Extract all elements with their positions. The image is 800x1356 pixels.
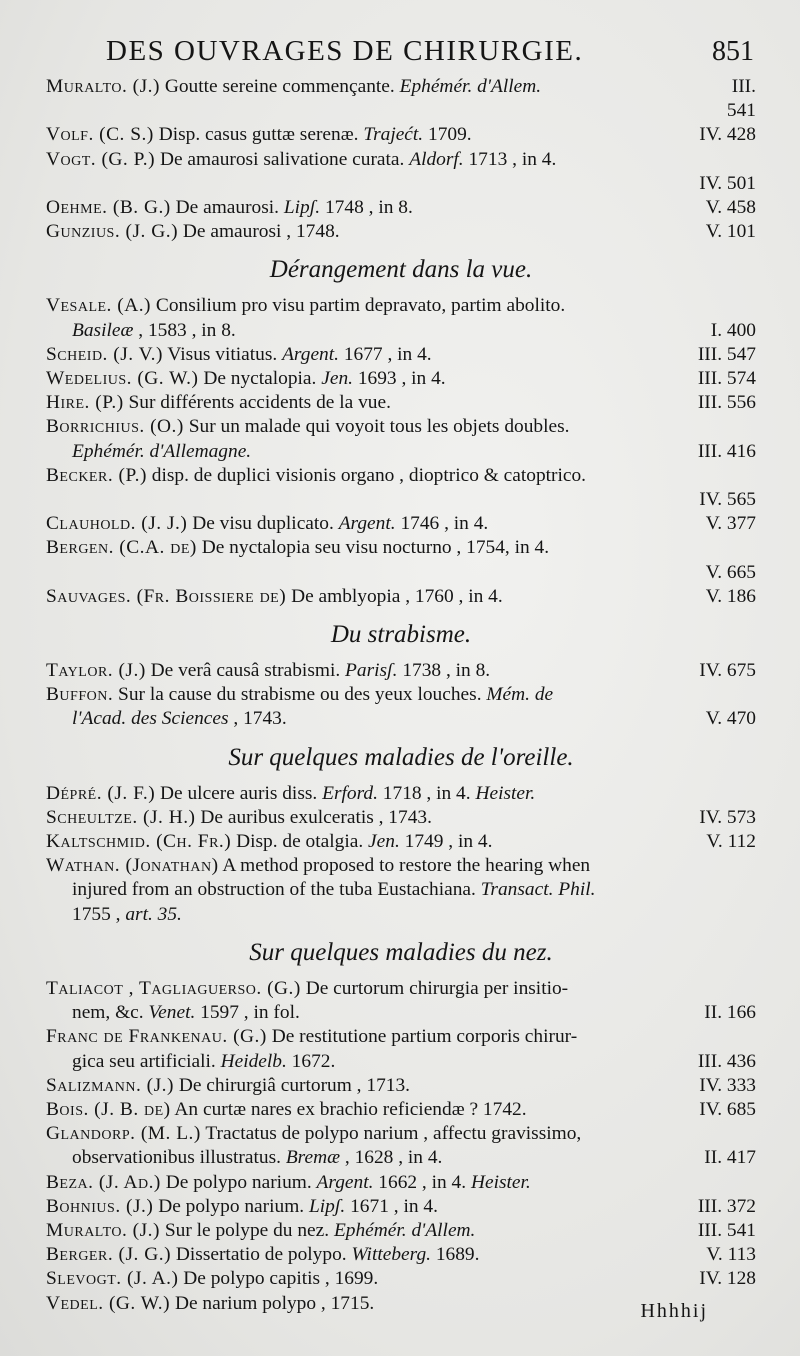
bibliography-entry bbox=[46, 806, 756, 830]
entry-place: art. 35. bbox=[125, 903, 182, 925]
entry-text: , 1628 , in 4. bbox=[340, 1147, 443, 1169]
entry-text: injured from an obstruction of the tuba Eustachiana. bbox=[72, 879, 481, 901]
entry-line bbox=[46, 806, 756, 830]
entry-line bbox=[46, 854, 756, 878]
entry-reference: III. 436 bbox=[697, 1050, 756, 1072]
entry-reference: V. 101 bbox=[705, 221, 756, 243]
entry-text: De narium polypo , 1715. bbox=[174, 1292, 375, 1314]
entry-author: Salizmann. (J.) bbox=[46, 1074, 174, 1096]
entry-text: Disp. casus guttæ serenæ. bbox=[158, 124, 364, 146]
entry-text: 1709. bbox=[423, 124, 472, 146]
entry-line bbox=[46, 903, 756, 927]
entry-place: Ephémér. d'Allemagne. bbox=[72, 440, 252, 462]
bibliography-entry bbox=[46, 536, 756, 584]
entry-source: Heister. bbox=[475, 782, 536, 804]
entry-text: 1748 , in 8. bbox=[320, 197, 413, 219]
section-heading: Du strabisme. bbox=[330, 621, 472, 649]
section-heading: Sur quelques maladies de l'oreille. bbox=[228, 743, 574, 771]
entry-place: Jen. bbox=[368, 831, 400, 853]
bibliography-entry bbox=[46, 1171, 756, 1195]
entry-text: De visu duplicato. bbox=[192, 513, 339, 535]
entry-place: Transact. Phil. bbox=[480, 879, 596, 901]
entry-place: Witteberg. bbox=[351, 1244, 431, 1266]
entry-author: Franc de Frankenau. (G.) bbox=[46, 1026, 267, 1048]
entry-text: De polypo capitis , 1699. bbox=[183, 1268, 379, 1290]
entry-line bbox=[46, 1146, 756, 1170]
bibliography-entry bbox=[46, 464, 756, 512]
entry-line bbox=[46, 1074, 756, 1098]
bibliography-entry bbox=[46, 123, 756, 147]
entry-text: 1738 , in 8. bbox=[397, 660, 491, 682]
bibliography-entry bbox=[46, 343, 756, 367]
entry-author: Muralto. (J.) bbox=[46, 1219, 160, 1241]
entry-place: Argent. bbox=[282, 343, 339, 365]
entry-line bbox=[46, 391, 756, 415]
entry-reference: III. 416 bbox=[697, 440, 756, 462]
section-heading: Dérangement dans la vue. bbox=[269, 256, 533, 284]
entry-author: Gunzius. (J. G.) bbox=[46, 221, 179, 243]
entry-text: 1689. bbox=[431, 1244, 480, 1266]
entry-place: Lipʃ. bbox=[283, 197, 321, 219]
bibliography-entry bbox=[46, 683, 756, 731]
entry-text: 1672. bbox=[286, 1050, 336, 1072]
entry-reference: I. 400 bbox=[710, 319, 756, 341]
entry-text: Disp. de otalgia. bbox=[236, 831, 369, 853]
entry-line bbox=[46, 585, 756, 609]
entry-reference: IV. 573 bbox=[699, 806, 756, 828]
entry-author: Taylor. (J.) bbox=[46, 660, 146, 682]
entry-reference: II. 166 bbox=[704, 1002, 756, 1024]
entry-line bbox=[46, 294, 756, 318]
entry-place: Ephémér. d'Allem. bbox=[399, 76, 542, 97]
entry-line bbox=[46, 1195, 756, 1219]
entry-text: 1677 , in 4. bbox=[338, 343, 432, 365]
entry-line bbox=[46, 1219, 756, 1243]
entry-reference: II. 417 bbox=[704, 1147, 756, 1169]
bibliography-entry bbox=[46, 854, 756, 927]
entry-text: De amblyopia , 1760 , in 4. bbox=[291, 585, 503, 607]
entry-reference: V. 470 bbox=[705, 708, 756, 730]
bibliography-entry bbox=[46, 75, 756, 123]
entry-text: 1749 , in 4. bbox=[399, 831, 493, 853]
bibliography-entry bbox=[46, 294, 756, 342]
entry-line bbox=[46, 464, 756, 488]
entry-text: 1693 , in 4. bbox=[353, 368, 446, 390]
entry-text: 1713 , in 4. bbox=[463, 148, 557, 170]
entry-line bbox=[46, 1001, 756, 1025]
entry-place: l'Acad. des Sciences bbox=[72, 708, 229, 730]
entry-place: Erford. bbox=[322, 782, 378, 804]
bibliography-entry bbox=[46, 830, 756, 854]
entry-reference-line bbox=[46, 488, 756, 512]
entry-place: Ephémér. d'Allem. bbox=[333, 1219, 476, 1241]
entry-author: Bohnius. (J.) bbox=[46, 1195, 154, 1217]
entry-text: , 1743. bbox=[228, 708, 287, 730]
bibliography-entry bbox=[46, 977, 756, 1025]
entry-reference: III. bbox=[731, 76, 756, 97]
entry-text: 1755 , bbox=[72, 903, 126, 925]
entry-author: Bois. (J. B. de) bbox=[46, 1098, 171, 1120]
signature-mark: Hhhhij bbox=[640, 1300, 708, 1322]
entry-text: 1718 , in 4. bbox=[377, 782, 476, 804]
entry-line bbox=[46, 512, 756, 536]
entry-text: An curtæ nares ex brachio reficiendæ ? 1742. bbox=[174, 1098, 527, 1120]
section-heading: Sur quelques maladies du nez. bbox=[249, 938, 553, 966]
entry-line bbox=[46, 123, 756, 147]
entry-text: De chirurgiâ curtorum , 1713. bbox=[178, 1074, 411, 1096]
entry-line bbox=[46, 1122, 756, 1146]
entry-line bbox=[46, 683, 756, 707]
entry-place: Mém. de bbox=[486, 684, 554, 706]
entry-text: De ulcere auris diss. bbox=[160, 782, 323, 804]
entry-author: Wedelius. (G. W.) bbox=[46, 368, 199, 390]
entry-text: Sur la cause du strabisme ou des yeux louches. bbox=[118, 684, 487, 706]
entry-place: Trajećt. bbox=[363, 124, 424, 146]
entry-reference: V. 113 bbox=[706, 1244, 756, 1266]
entry-author: Taliacot , Tagliaguerso. (G.) bbox=[46, 977, 301, 999]
entry-text: De nyctalopia. bbox=[203, 368, 322, 390]
entry-line bbox=[46, 220, 756, 244]
entry-text: De verâ causâ strabismi. bbox=[150, 660, 346, 682]
entry-text: Visus vitiatus. bbox=[167, 343, 283, 365]
entry-text: A method proposed to restore the hearing when bbox=[222, 855, 591, 877]
bibliography-entry bbox=[46, 220, 756, 244]
entry-text: Tractatus de polypo narium , affectu gravissimo, bbox=[205, 1123, 582, 1145]
bibliography-entry bbox=[46, 367, 756, 391]
entry-reference: 541 bbox=[726, 100, 756, 122]
entry-author: Becker. (P.) bbox=[46, 464, 147, 486]
entry-author: Berger. (J. G.) bbox=[46, 1244, 172, 1266]
entry-place: Lipʃ. bbox=[308, 1195, 346, 1217]
entry-text: De polypo narium. bbox=[158, 1195, 309, 1217]
running-head-title: DES OUVRAGES DE CHIRURGIE. bbox=[106, 35, 584, 67]
entry-reference: IV. 428 bbox=[699, 124, 756, 146]
entry-text: De auribus exulceratis , 1743. bbox=[200, 806, 432, 828]
entry-reference: V. 112 bbox=[706, 831, 756, 853]
bibliography-entry bbox=[46, 391, 756, 415]
entry-author: Vogt. (G. P.) bbox=[46, 148, 156, 170]
entry-place: Argent. bbox=[316, 1171, 374, 1193]
entry-text: De restitutione partium corporis chirur- bbox=[271, 1026, 578, 1048]
entry-reference-line bbox=[46, 172, 756, 196]
entry-author: Bergen. (C.A. de) bbox=[46, 537, 197, 559]
bibliography-entry bbox=[46, 1122, 756, 1170]
bibliography-entry bbox=[46, 585, 756, 609]
entry-line bbox=[46, 536, 756, 560]
entry-text: , 1583 , in 8. bbox=[133, 319, 236, 341]
entry-place: Aldorf. bbox=[409, 148, 464, 170]
entry-text: Sur différents accidents de la vue. bbox=[128, 392, 391, 414]
entry-author: Clauhold. (J. J.) bbox=[46, 513, 188, 535]
entry-reference: III. 372 bbox=[697, 1195, 756, 1217]
entry-author: Oehme. (B. G.) bbox=[46, 197, 171, 219]
bibliography-entry bbox=[46, 1267, 756, 1291]
entry-text: gica seu artificiali. bbox=[72, 1050, 221, 1072]
entry-reference: IV. 565 bbox=[699, 489, 756, 511]
entry-reference-line bbox=[46, 99, 756, 123]
entry-author: Sauvages. (Fr. Boissiere de) bbox=[46, 585, 287, 607]
entry-author: Wathan. (Jonathan) bbox=[46, 855, 219, 877]
entry-line bbox=[46, 1171, 756, 1195]
bibliography-entry bbox=[46, 415, 756, 463]
entry-place: Basileæ bbox=[72, 319, 134, 341]
entry-author: Volf. (C. S.) bbox=[46, 124, 154, 146]
entry-line bbox=[46, 830, 756, 854]
entry-reference: IV. 685 bbox=[699, 1098, 756, 1120]
bibliography-entry bbox=[46, 1074, 756, 1098]
entry-reference: V. 458 bbox=[705, 197, 756, 219]
entry-author: Buffon. bbox=[46, 684, 114, 706]
entry-line bbox=[46, 707, 756, 731]
bibliography-list bbox=[46, 75, 756, 1316]
entry-author: Scheultze. (J. H.) bbox=[46, 806, 196, 828]
entry-text: Goutte sereine commençante. bbox=[164, 76, 400, 97]
entry-author: Dépré. (J. F.) bbox=[46, 782, 156, 804]
bibliography-entry bbox=[46, 512, 756, 536]
entry-reference: IV. 333 bbox=[699, 1074, 756, 1096]
entry-place: Venet. bbox=[148, 1002, 196, 1024]
entry-place: Jen. bbox=[321, 368, 353, 390]
entry-author: Borrichius. (O.) bbox=[46, 416, 184, 438]
bibliography-entry bbox=[46, 1195, 756, 1219]
entry-reference: III. 574 bbox=[697, 368, 756, 390]
entry-place: Argent. bbox=[338, 513, 396, 535]
running-head bbox=[106, 34, 756, 69]
entry-text: Consilium pro visu partim depravato, partim abolito. bbox=[155, 295, 566, 317]
entry-line bbox=[46, 367, 756, 391]
entry-reference-line bbox=[46, 561, 756, 585]
entry-place: Parisʃ. bbox=[345, 660, 398, 682]
entry-text: Sur un malade qui voyoit tous les objets doubles. bbox=[188, 416, 570, 438]
bibliography-entry bbox=[46, 1025, 756, 1073]
entry-author: Vesale. (A.) bbox=[46, 295, 152, 317]
entry-line bbox=[46, 343, 756, 367]
bibliography-entry bbox=[46, 196, 756, 220]
entry-author: Muralto. (J.) bbox=[46, 76, 160, 97]
entry-line bbox=[46, 1050, 756, 1074]
entry-line bbox=[46, 440, 756, 464]
entry-text: De curtorum chirurgia per insitio- bbox=[305, 977, 569, 999]
entry-line bbox=[46, 196, 756, 220]
entry-text: 1662 , in 4. bbox=[373, 1171, 471, 1193]
entry-author: Hire. (P.) bbox=[46, 392, 124, 414]
entry-line bbox=[46, 1025, 756, 1049]
entry-text: disp. de duplici visionis organo , dioptrico & catoptrico. bbox=[151, 464, 587, 486]
entry-line bbox=[46, 659, 756, 683]
entry-reference: V. 186 bbox=[705, 585, 756, 607]
entry-reference: IV. 501 bbox=[699, 172, 756, 194]
entry-source: Heister. bbox=[470, 1171, 531, 1193]
entry-text: Dissertatio de polypo. bbox=[175, 1244, 352, 1266]
entry-line bbox=[46, 1243, 756, 1267]
entry-author: Kaltschmid. (Ch. Fr.) bbox=[46, 831, 232, 853]
entry-reference: IV. 675 bbox=[699, 660, 756, 682]
entry-text: De amaurosi. bbox=[175, 197, 284, 219]
page-number: 851 bbox=[712, 36, 754, 67]
entry-line bbox=[46, 1267, 756, 1291]
entry-text: 1597 , in fol. bbox=[195, 1002, 300, 1024]
entry-author: Beza. (J. Ad.) bbox=[46, 1171, 161, 1193]
entry-text: De polypo narium. bbox=[165, 1171, 317, 1193]
bibliography-entry bbox=[46, 1098, 756, 1122]
entry-line bbox=[46, 782, 756, 806]
entry-reference: III. 547 bbox=[697, 343, 756, 365]
entry-line bbox=[46, 977, 756, 1001]
bibliography-entry bbox=[46, 1243, 756, 1267]
entry-reference: V. 377 bbox=[705, 513, 756, 535]
bibliography-entry bbox=[46, 659, 756, 683]
entry-text: Sur le polype du nez. bbox=[164, 1219, 334, 1241]
entry-line bbox=[46, 878, 756, 902]
entry-line bbox=[46, 1098, 756, 1122]
entry-line bbox=[46, 75, 756, 99]
entry-text: observationibus illustratus. bbox=[72, 1147, 286, 1169]
bibliography-entry bbox=[46, 1219, 756, 1243]
entry-author: Vedel. (G. W.) bbox=[46, 1292, 171, 1314]
entry-text: De amaurosi salivatione curata. bbox=[159, 148, 410, 170]
entry-text: 1671 , in 4. bbox=[345, 1195, 438, 1217]
entry-text: De nyctalopia seu visu nocturno , 1754, in 4. bbox=[201, 537, 550, 559]
entry-text: De amaurosi , 1748. bbox=[182, 221, 340, 243]
bibliography-entry bbox=[46, 782, 756, 806]
entry-reference: IV. 128 bbox=[699, 1268, 756, 1290]
entry-line bbox=[46, 148, 756, 172]
entry-author: Scheid. (J. V.) bbox=[46, 343, 163, 365]
entry-place: Bremæ bbox=[285, 1147, 341, 1169]
entry-line bbox=[46, 415, 756, 439]
entry-reference: III. 556 bbox=[697, 392, 756, 414]
entry-text: 1746 , in 4. bbox=[395, 513, 489, 535]
entry-author: Slevogt. (J. A.) bbox=[46, 1268, 179, 1290]
entry-reference: V. 665 bbox=[705, 561, 756, 583]
entry-place: Heidelb. bbox=[220, 1050, 287, 1072]
entry-line bbox=[46, 319, 756, 343]
bibliography-entry bbox=[46, 148, 756, 196]
entry-author: Glandorp. (M. L.) bbox=[46, 1123, 201, 1145]
entry-reference: III. 541 bbox=[697, 1219, 756, 1241]
entry-text: nem, &c. bbox=[72, 1002, 149, 1024]
